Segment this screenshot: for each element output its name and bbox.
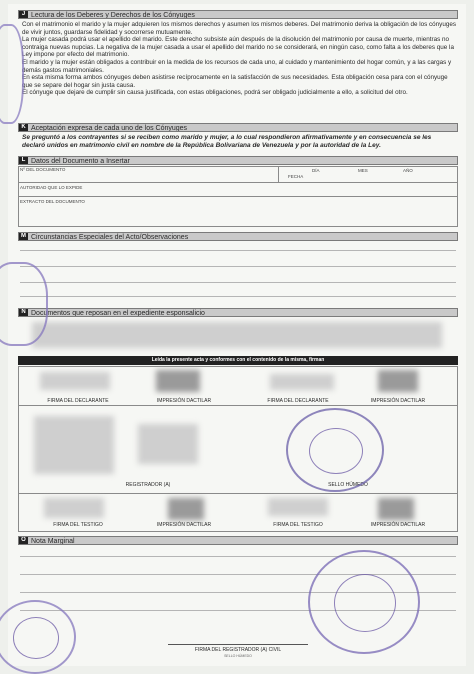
section-l-header: [18, 156, 458, 165]
top-left-seal-stamp: [0, 24, 24, 124]
redacted-registrar-name: [138, 424, 198, 464]
witness-signature-label: FIRMA DEL TESTIGO: [273, 522, 323, 528]
redacted-signature: [40, 372, 110, 390]
witness-signature-label: FIRMA DEL TESTIGO: [53, 522, 103, 528]
registrar-civil-signature-label: FIRMA DEL REGISTRADOR (A) CIVIL: [194, 647, 282, 653]
section-l-title: Datos del Documento a Insertar: [31, 158, 130, 165]
section-j-paragraph: La mujer casada podrá usar el apellido del marido. Este derecho subsiste aún después de la disolución del matrimonio por causa de muerte, mientras no contraiga nuevas nupcias. La negativa de la mujer casada a usar el apellido del marido no se considerará, en ningún caso, como falta a los deberes que la Ley impone por efecto del matrimonio.: [22, 36, 454, 59]
observation-line: [20, 296, 456, 297]
redacted-fingerprint: [168, 498, 204, 520]
fingerprint-label: IMPRESIÓN DACTILAR: [156, 398, 212, 404]
seal-inner-ring: [334, 574, 396, 632]
month-label: MES: [358, 168, 368, 173]
fingerprint-label: IMPRESIÓN DACTILAR: [370, 522, 426, 528]
section-k-header: [18, 123, 458, 132]
redacted-documents: [32, 322, 442, 348]
fingerprint-label: IMPRESIÓN DACTILAR: [156, 522, 212, 528]
registrar-seal-sublabel: SELLO HÚMEDO: [224, 654, 252, 658]
observation-line: [20, 250, 456, 251]
date-label: FECHA: [288, 174, 304, 179]
section-m-title: Circunstancias Especiales del Acto/Observaciones: [31, 234, 189, 241]
official-seal-stamp: [286, 408, 384, 492]
section-j-paragraph: En esta misma forma ambos cónyuges deben asistirse recíprocamente en la satisfacción de sus necesidades. Esta obligación cesa para con el cónyuge que se separe del hogar sin justa causa.: [22, 74, 448, 89]
left-edge-seal-stamp: [0, 262, 48, 346]
declarant-signature-label: FIRMA DEL DECLARANTE: [47, 398, 109, 404]
section-m-header: [18, 232, 458, 241]
section-j-paragraph: El marido y la mujer están obligados a contribuir en la medida de los recursos de cada uno, al cuidado y mantenimiento del hogar común, y a las cargas y demás gastos matrimoniales.: [22, 58, 452, 74]
section-j-paragraph: Con el matrimonio el marido y la mujer adquieren los mismos derechos y asumen los mismos deberes. Del matrimonio deriva la obligación de los cónyuges de vivir juntos, guardarse fidelidad y socorrerse mutuamente.: [22, 21, 456, 36]
redacted-signature: [268, 498, 328, 516]
year-label: AÑO: [403, 168, 413, 173]
section-n-tag: N: [19, 308, 28, 317]
authority-label: AUTORIDAD QUE LO EXPIDE: [20, 185, 83, 190]
redacted-fingerprint: [378, 498, 414, 520]
section-l-tag: L: [19, 156, 28, 165]
observation-line: [20, 282, 456, 283]
redacted-signature: [44, 498, 104, 518]
redacted-registrar-signature: [34, 416, 114, 474]
seal-inner-ring: [309, 428, 364, 475]
section-j-body: [22, 21, 456, 97]
authority-row: [18, 183, 458, 197]
corner-seal-stamp: [0, 600, 76, 674]
document-page: [8, 4, 466, 666]
document-number-label: Nº DEL DOCUMENTO: [20, 167, 66, 172]
fingerprint-label: IMPRESIÓN DACTILAR: [370, 398, 426, 404]
section-k-tag: K: [19, 123, 28, 132]
section-o-tag: O: [19, 536, 28, 545]
extract-label: EXTRACTO DEL DOCUMENTO: [20, 199, 85, 204]
seal-inner-ring: [13, 617, 59, 658]
redacted-signature: [270, 374, 334, 390]
section-k-text: Se preguntó a los contrayentes si se reciben como marido y mujer, a lo cual respondieron afirmativamente y en consecuencia se les declaró unidos en matrimonio civil en nombre de la República Bolivariana de Venezuela y por la autoridad de la Ley.: [22, 134, 432, 149]
section-n-title: Documentos que reposan en el expediente esponsalicio: [31, 310, 205, 317]
section-j-paragraph: El cónyuge que dejare de cumplir sin causa justificada, con estas obligaciones, podrá ser obligado judicialmente a ello, a solicitud del otro.: [22, 89, 408, 97]
date-block: [278, 166, 458, 183]
electoral-seal-stamp: [308, 550, 420, 654]
day-label: DÍA: [312, 168, 320, 173]
section-j-title: Lectura de los Deberes y Derechos de los Cónyuges: [31, 12, 195, 19]
section-n-header: [18, 308, 458, 317]
section-j-header: [18, 10, 458, 19]
observation-line: [20, 266, 456, 267]
reading-banner: Leída la presente acta y conformes con el contenido de la misma, firman: [18, 356, 458, 365]
section-k-title: Aceptación expresa de cada uno de los Cónyuges: [31, 125, 188, 132]
declarant-signature-label: FIRMA DEL DECLARANTE: [267, 398, 329, 404]
registrar-label: REGISTRADOR (A): [125, 482, 171, 488]
redacted-fingerprint: [378, 370, 418, 392]
seal-label: SELLO HÚMEDO: [328, 482, 368, 488]
redacted-fingerprint: [156, 370, 200, 392]
registrar-signature-line: [168, 644, 308, 645]
section-j-tag: J: [19, 10, 28, 19]
section-o-title: Nota Marginal: [31, 538, 75, 545]
section-o-header: [18, 536, 458, 545]
section-m-tag: M: [21, 233, 26, 239]
